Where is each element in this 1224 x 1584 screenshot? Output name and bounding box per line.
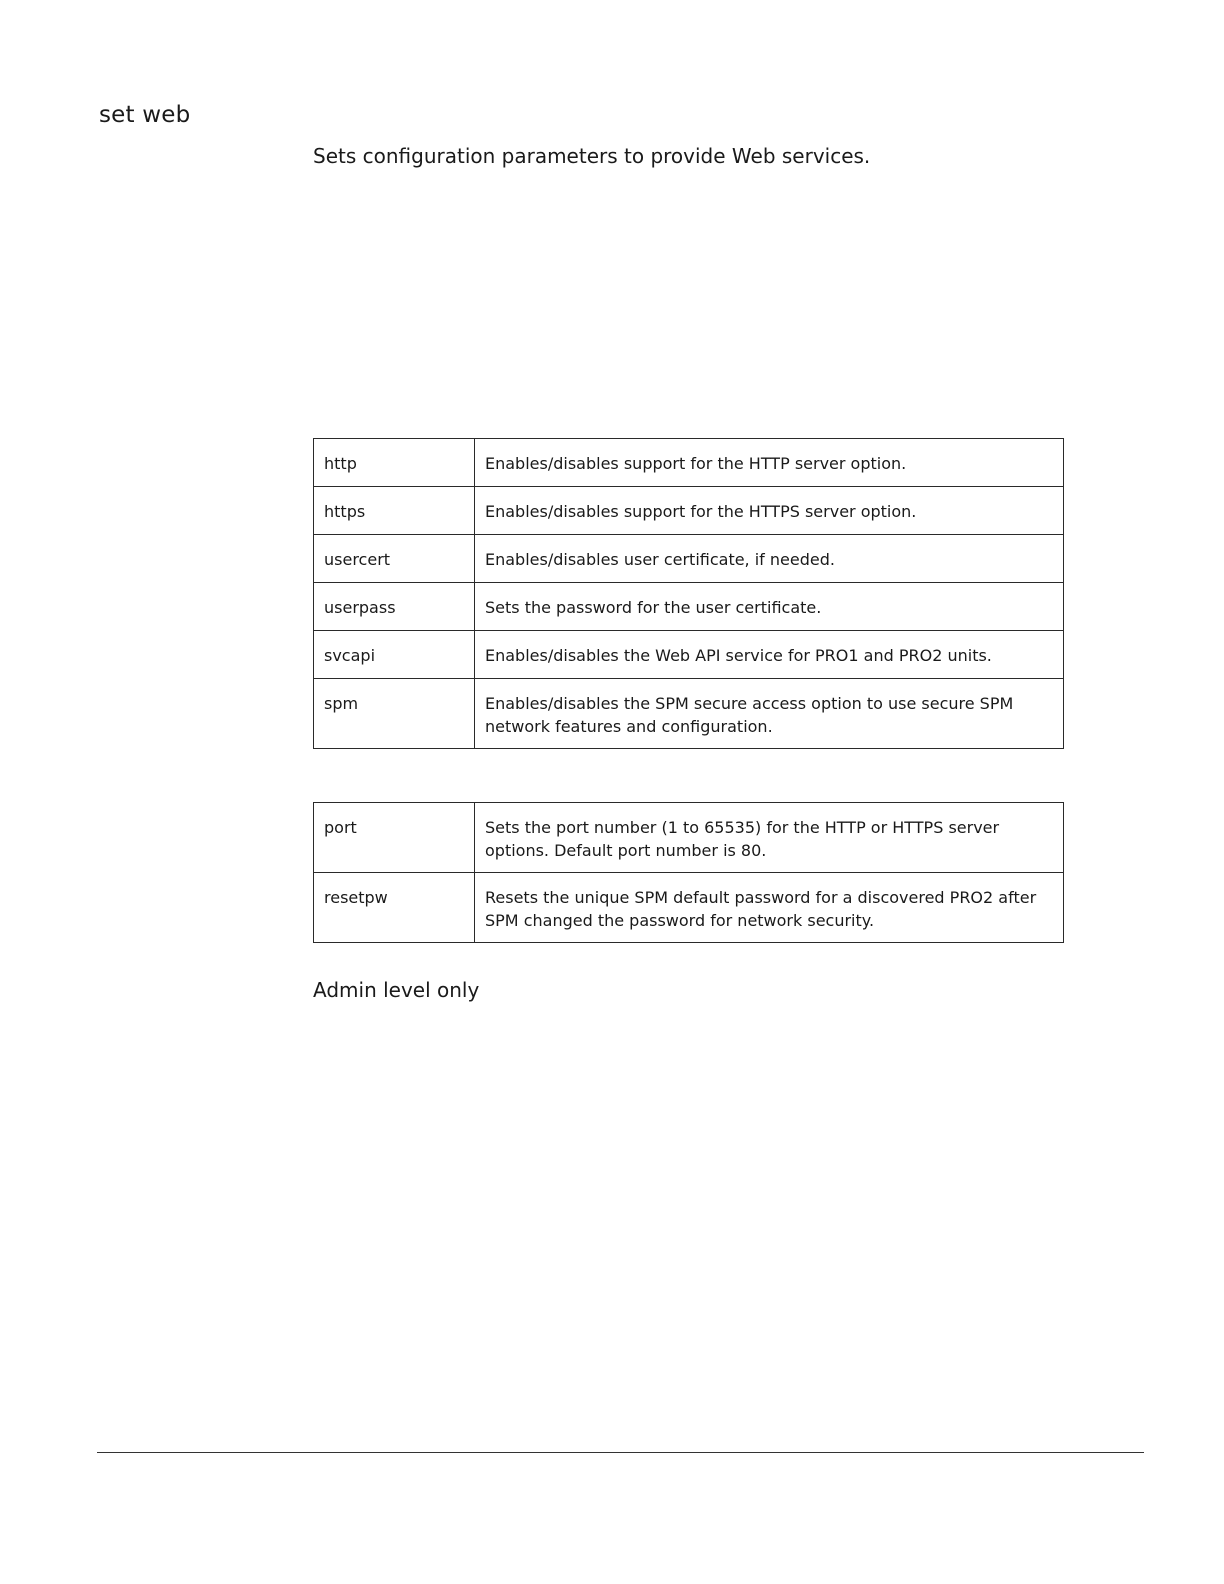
option-description: Enables/disables user certificate, if needed. xyxy=(475,535,1064,583)
setting-description: Resets the unique SPM default password for a discovered PRO2 after SPM changed the password for network security. xyxy=(475,873,1064,943)
table-row xyxy=(314,583,1064,631)
option-description: Enables/disables the SPM secure access option to use secure SPM network features and configuration. xyxy=(475,679,1064,749)
table-row xyxy=(314,803,1064,873)
option-name: usercert xyxy=(314,535,475,583)
option-name: userpass xyxy=(314,583,475,631)
page-title: set web xyxy=(99,102,191,128)
setting-description: Sets the port number (1 to 65535) for the HTTP or HTTPS server options. Default port number is 80. xyxy=(475,803,1064,873)
command-summary: Sets configuration parameters to provide Web services. xyxy=(313,144,871,168)
table-row xyxy=(314,873,1064,943)
option-name: spm xyxy=(314,679,475,749)
option-name: svcapi xyxy=(314,631,475,679)
table-row xyxy=(314,535,1064,583)
options-table xyxy=(313,438,1064,749)
access-level-note: Admin level only xyxy=(313,978,480,1002)
option-name: http xyxy=(314,439,475,487)
setting-name: port xyxy=(314,803,475,873)
option-description: Sets the password for the user certificate. xyxy=(475,583,1064,631)
option-name: https xyxy=(314,487,475,535)
option-description: Enables/disables the Web API service for PRO1 and PRO2 units. xyxy=(475,631,1064,679)
settings-table xyxy=(313,802,1064,943)
footer-divider xyxy=(97,1452,1144,1453)
option-description: Enables/disables support for the HTTP server option. xyxy=(475,439,1064,487)
table-row xyxy=(314,487,1064,535)
setting-name: resetpw xyxy=(314,873,475,943)
table-row xyxy=(314,679,1064,749)
table-row xyxy=(314,631,1064,679)
option-description: Enables/disables support for the HTTPS server option. xyxy=(475,487,1064,535)
table-row xyxy=(314,439,1064,487)
